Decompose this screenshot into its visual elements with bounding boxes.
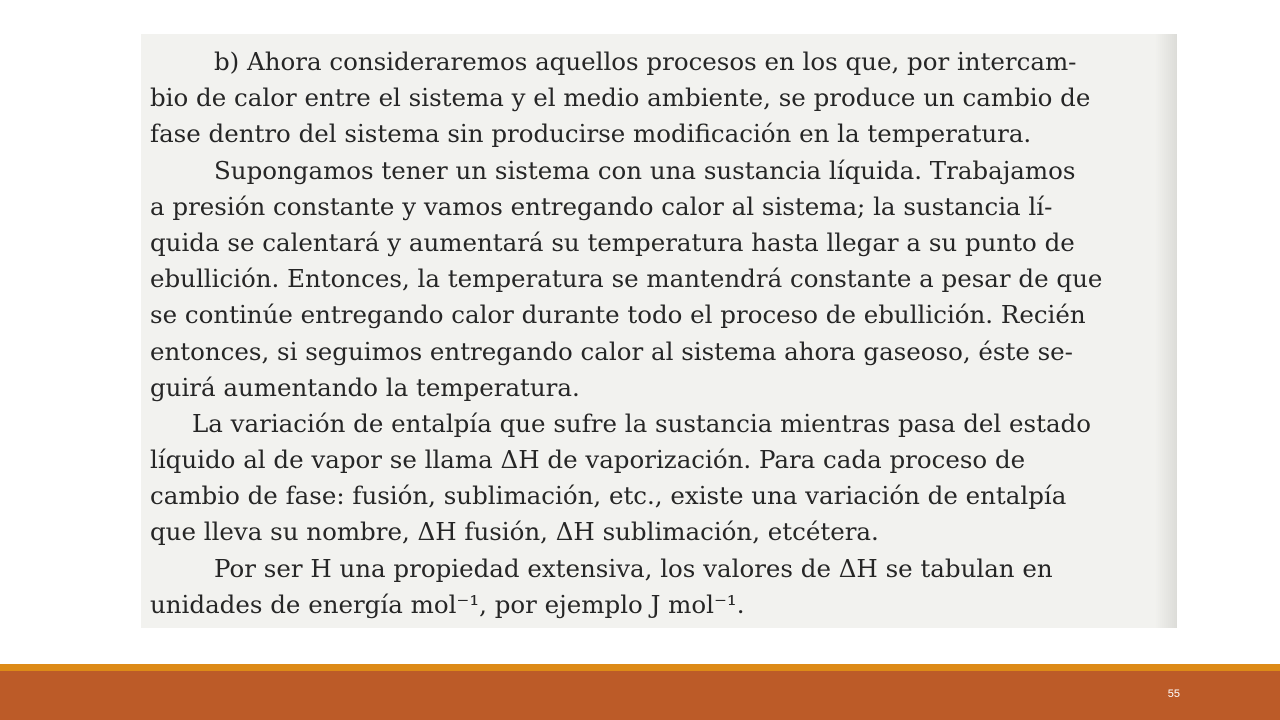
text-line: se continúe entregando calor durante todo el proceso de ebullición. Recién — [150, 300, 1086, 330]
text-line: bio de calor entre el sistema y el medio ambiente, se produce un cambio de — [150, 83, 1091, 113]
footer-bar — [0, 671, 1280, 720]
text-line: Por ser H una propiedad extensiva, los valores de ΔH se tabulan en — [214, 553, 1053, 583]
text-line: guirá aumentando la temperatura. — [150, 372, 580, 402]
text-line: ebullición. Entonces, la temperatura se mantendrá constante a pesar de que — [150, 264, 1103, 294]
scan-shadow-edge — [1155, 34, 1177, 628]
text-line: a presión constante y vamos entregando calor al sistema; la sustancia lí- — [150, 191, 1053, 221]
text-line: entonces, si seguimos entregando calor al sistema ahora gaseoso, éste se- — [150, 336, 1073, 366]
text-line: b) Ahora consideraremos aquellos procesos en los que, por intercam- — [214, 47, 1077, 76]
footer-accent-bar — [0, 664, 1280, 671]
text-line: La variación de entalpía que sufre la sustancia mientras pasa del estado — [192, 408, 1091, 438]
text-line: quida se calentará y aumentará su temperatura hasta llegar a su punto de — [150, 227, 1075, 257]
slide-page-number: 55 — [1167, 688, 1180, 700]
scanned-text-block — [150, 44, 1166, 623]
text-line: fase dentro del sistema sin producirse modificación en la temperatura. — [150, 119, 1032, 149]
text-line: que lleva su nombre, ΔH fusión, ΔH sublimación, etcétera. — [150, 517, 879, 547]
text-line: líquido al de vapor se llama ΔH de vaporización. Para cada proceso de — [150, 445, 1026, 475]
scanned-page-image — [141, 34, 1177, 628]
text-line: Supongamos tener un sistema con una sustancia líquida. Trabajamos — [214, 155, 1076, 185]
text-line: cambio de fase: fusión, sublimación, etc., existe una variación de entalpía — [150, 481, 1067, 511]
text-line: unidades de energía mol⁻¹, por ejemplo J mol⁻¹. — [150, 589, 745, 619]
